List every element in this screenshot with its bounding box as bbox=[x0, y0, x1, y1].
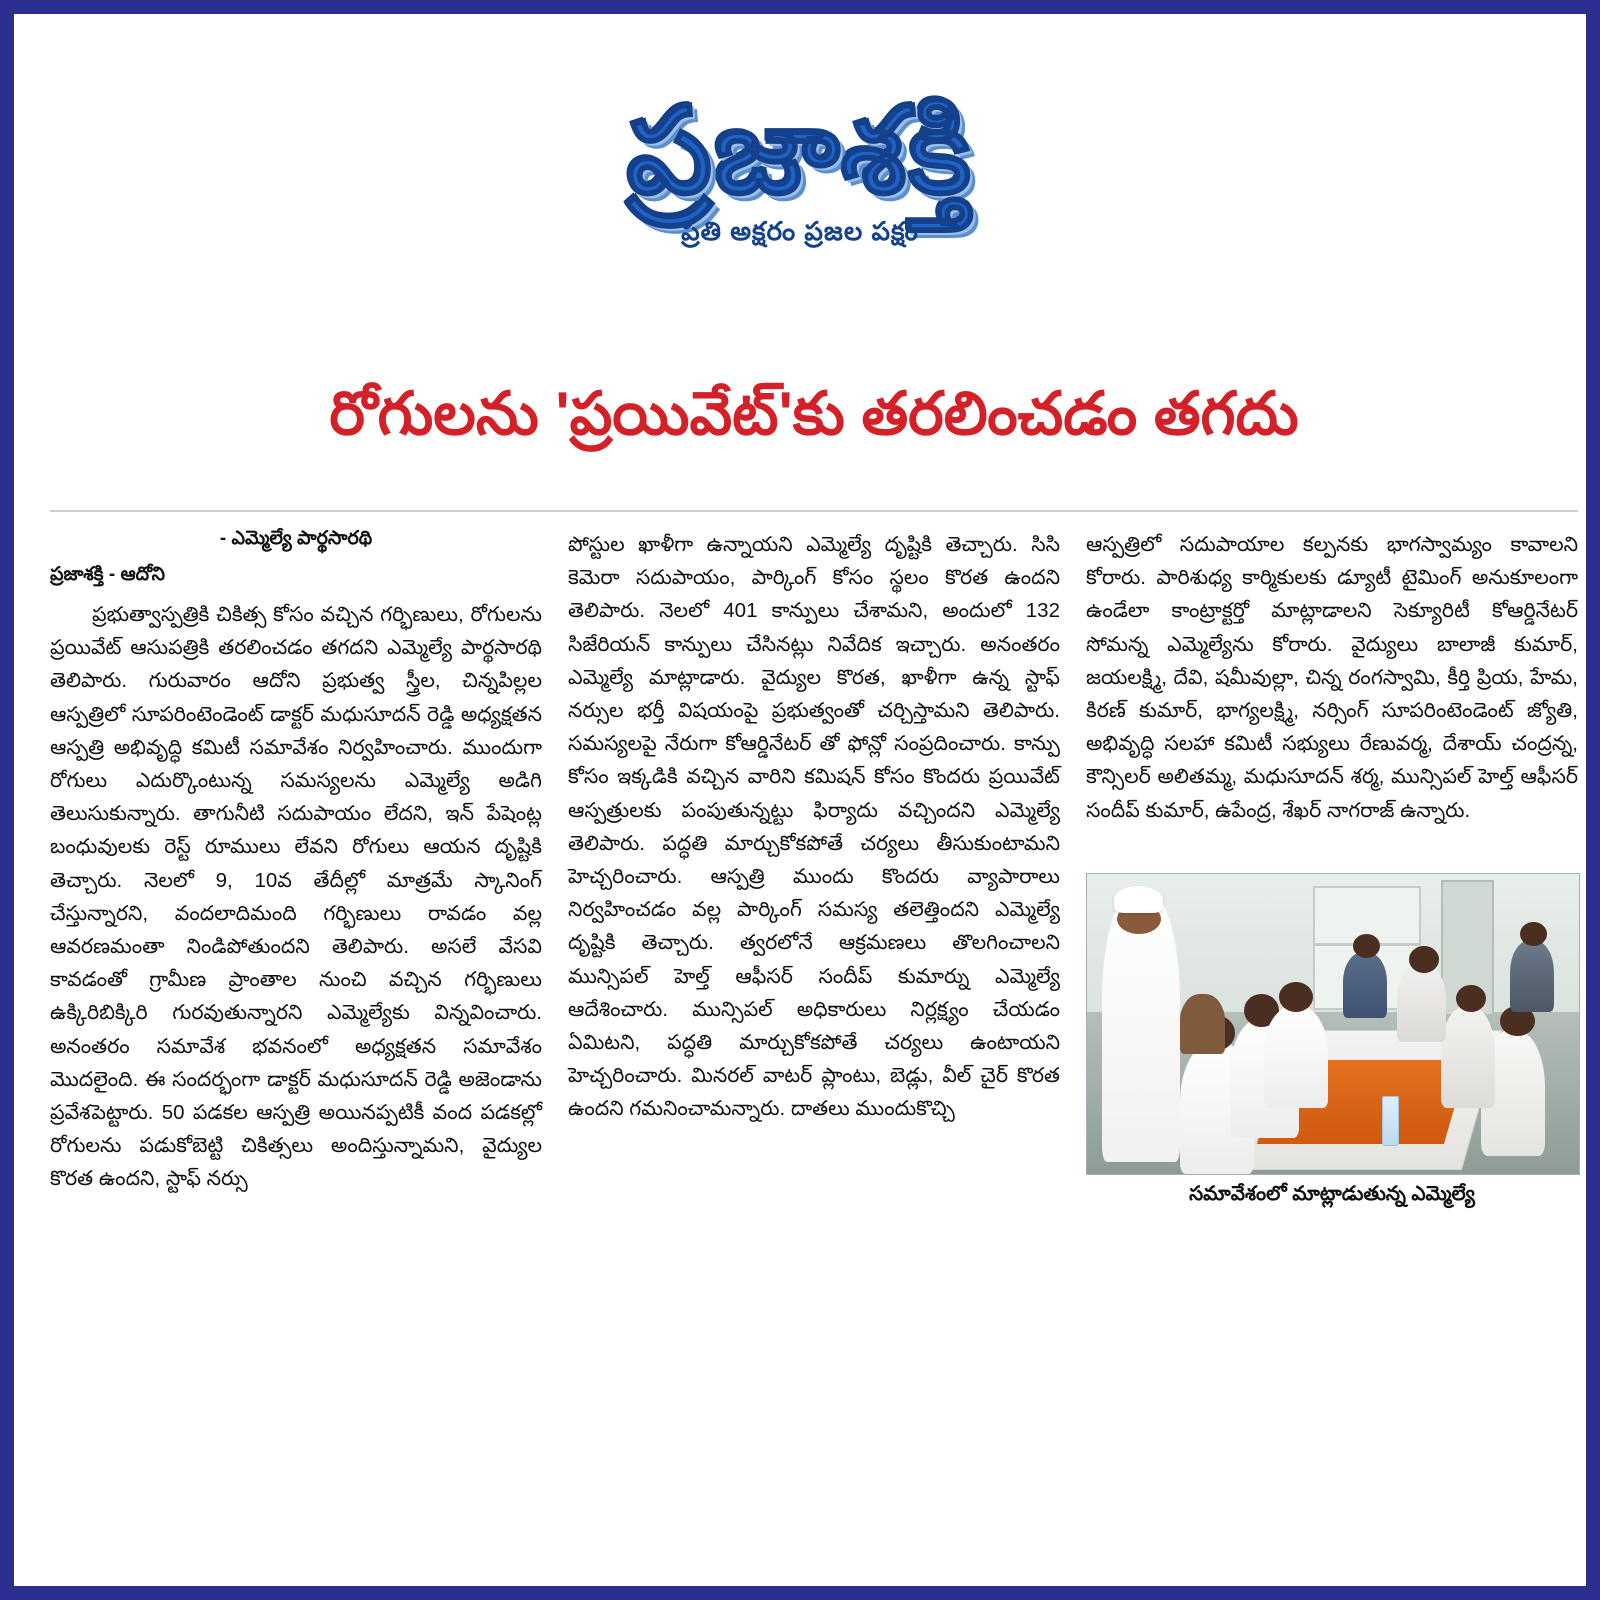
photo-person-coat bbox=[1264, 1006, 1328, 1108]
article-columns bbox=[50, 528, 1578, 1228]
photo-person-shirt bbox=[1343, 952, 1387, 1018]
photo-person-head bbox=[1520, 922, 1547, 946]
article-dateline: ప్రజాశక్తి - ఆదోని bbox=[50, 564, 166, 585]
page-inner bbox=[28, 28, 1578, 1572]
article-headline: రోగులను 'ప్రయివేట్'కు తరలించడం తగదు bbox=[329, 380, 1299, 447]
photo-person-head bbox=[1279, 982, 1313, 1012]
column-3-paragraph: ఆస్పత్రిలో సదుపాయాల కల్పనకు భాగస్వామ్యం కావాలని కోరారు. పారిశుధ్య కార్మికులకు డ్యూటీ టైమింగ్ అనుకూలంగా ఉండేలా కాంట్రాక్టర్తో మాట్లాడాలని సెక్యూరిటీ కోఆర్డినేటర్ సోమన్న ఎమ్మెల్యేను కోరారు. వైద్యులు బాలాజీ కుమార్, జయలక్ష్మి, దేవి, షమీవుల్లా, చిన్న రంగస్వామి, కీర్తి ప్రియ, హేమ, కిరణ్ కుమార్, భాగ్యలక్ష్మి, నర్సింగ్ సూపరింటెండెంట్ జ్యోతి, అభివృద్ధి సలహా కమిటీ సభ్యులు రేణువర్మ, దేశాయ్ చంద్రన్న, కౌన్సిలర్ అలితమ్మ, మధుసూదన్ శర్మ, మున్సిపల్ హెల్త్ ఆఫీసర్ సందీప్ కుమార్, ఉపేంద్ర, శేఖర్ నాగరాజ్ ఉన్నారు. bbox=[1086, 533, 1578, 822]
photo-person-shirt bbox=[1510, 940, 1554, 1012]
headline-divider bbox=[50, 510, 1578, 512]
photo-nurse-cap bbox=[1114, 886, 1163, 913]
article-byline: - ఎమ్మెల్యే పార్థసారథి bbox=[219, 528, 373, 549]
photo-person-head bbox=[1353, 934, 1380, 958]
masthead-tagline: ప్రతి అక్షరం ప్రజల పక్షం bbox=[681, 216, 919, 246]
photo-person-head bbox=[1456, 985, 1486, 1012]
photo-caption: సమావేశంలో మాట్లాడుతున్న ఎమ్మెల్యే bbox=[1189, 1183, 1475, 1205]
column-1 bbox=[50, 528, 542, 1228]
photo-person-head bbox=[1409, 946, 1439, 973]
masthead bbox=[28, 84, 1572, 253]
photo-person-shirt bbox=[1397, 964, 1446, 1042]
photo-water-bottle bbox=[1382, 1096, 1399, 1146]
photo-block bbox=[1086, 873, 1578, 1210]
column-2 bbox=[568, 528, 1060, 1228]
masthead-logo: ప్రజాశక్తి bbox=[626, 84, 974, 218]
meeting-photo bbox=[1086, 873, 1580, 1175]
column-2-paragraph: పోస్టుల ఖాళీగా ఉన్నాయని ఎమ్మెల్యే దృష్టికి తెచ్చారు. సిసి కెమెరా సదుపాయం, పార్కింగ్ కోసం స్థలం కొరత ఉందని తెలిపారు. నెలలో 401 కాన్పులు చేశామని, అందులో 132 సిజేరియన్ కాన్పులు చేసినట్లు నివేదిక ఇచ్చారు. అనంతరం ఎమ్మెల్యే మాట్లాడారు. వైద్యుల కొరత, ఖాళీగా ఉన్న స్టాఫ్ నర్సుల భర్తీ విషయంపై ప్రభుత్వంతో చర్చిస్తామని తెలిపారు. సమస్యలపై నేరుగా కోఆర్డినేటర్ తో ఫోన్లో సంప్రదించారు. కాన్పు కోసం ఇక్కడికి వచ్చిన వారిని కమిషన్ కోసం కొందరు ప్రయివేట్ ఆస్పత్రులకు పంపుతున్నట్టు ఫిర్యాదు వచ్చిందని ఎమ్మెల్యే తెలిపారు. పద్ధతి మార్చుకోకపోతే చర్యలు తీసుకుంటామని హెచ్చరించారు. ఆస్పత్రి ముందు కొందరు వ్యాపారాలు నిర్వహించడం వల్ల పార్కింగ్ సమస్య తలెత్తిందని ఎమ్మెల్యే దృష్టికి తెచ్చారు. త్వరలోనే ఆక్రమణలు తొలగించాలని మున్సిపల్ హెల్త్ ఆఫీసర్ సందీప్ కుమార్ను ఎమ్మెల్యే ఆదేశించారు. మున్సిపల్ అధికారులు నిర్లక్ష్యం చేయడం ఏమిటని, పద్ధతి మార్చుకోకపోతే చర్యలు ఉంటాయని హెచ్చరించారు. మినరల్ వాటర్ ప్లాంటు, బెడ్లు, వీల్ చైర్ కొరత ఉందని గమనించామన్నారు. దాతలు ముందుకొచ్చి bbox=[568, 533, 1060, 1121]
column-3 bbox=[1086, 528, 1578, 1228]
photo-person-shirt bbox=[1441, 1006, 1495, 1108]
photo-person-shirt bbox=[1180, 994, 1224, 1054]
column-1-paragraph: ప్రభుత్వాస్పత్రికి చికిత్స కోసం వచ్చిన గర్భిణులు, రోగులను ప్రయివేట్ ఆసుపత్రికి తరలించడం తగదని ఎమ్మెల్యే పార్థసారథి తెలిపారు. గురువారం ఆదోని ప్రభుత్వ స్త్రీల, చిన్నపిల్లల ఆస్పత్రిలో సూపరింటెండెంట్ డాక్టర్ మధుసూదన్ రెడ్డి అధ్యక్షతన ఆస్పత్రి అభివృద్ధి కమిటీ సమావేశం నిర్వహించారు. ముందుగా రోగులు ఎదుర్కొంటున్న సమస్యలను ఎమ్మెల్యే అడిగి తెలుసుకున్నారు. తాగునీటి సదుపాయం లేదని, ఇన్ పేషెంట్ల బంధువులకు రెస్ట్ రూములు లేవని రోగులు ఆయన దృష్టికి తెచ్చారు. నెలలో 9, 10వ తేదీల్లో మాత్రమే స్కానింగ్ చేస్తున్నారని, వందలాదిమంది గర్భిణులు రావడం వల్ల ఆవరణమంతా నిండిపోతుందని తెలిపారు. అసలే వేసవి కావడంతో గ్రామీణ ప్రాంతాల నుంచి వచ్చిన గర్భిణులు ఉక్కిరిబిక్కిరి గురవుతున్నారని ఎమ్మెల్యేకు విన్నవించారు. అనంతరం సమావేశ భవనంలో అధ్యక్షతన సమావేశం మొదలైంది. ఈ సందర్భంగా డాక్టర్ మధుసూదన్ రెడ్డి అజెండాను ప్రవేశపెట్టారు. 50 పడకల ఆస్పత్రి అయినప్పటికీ వంద పడకల్లో రోగులను పడుకోబెట్టి చికిత్సలు అందిస్తున్నామని, వైద్యుల కొరత ఉందని, స్టాఫ్ నర్సు bbox=[50, 603, 542, 1191]
